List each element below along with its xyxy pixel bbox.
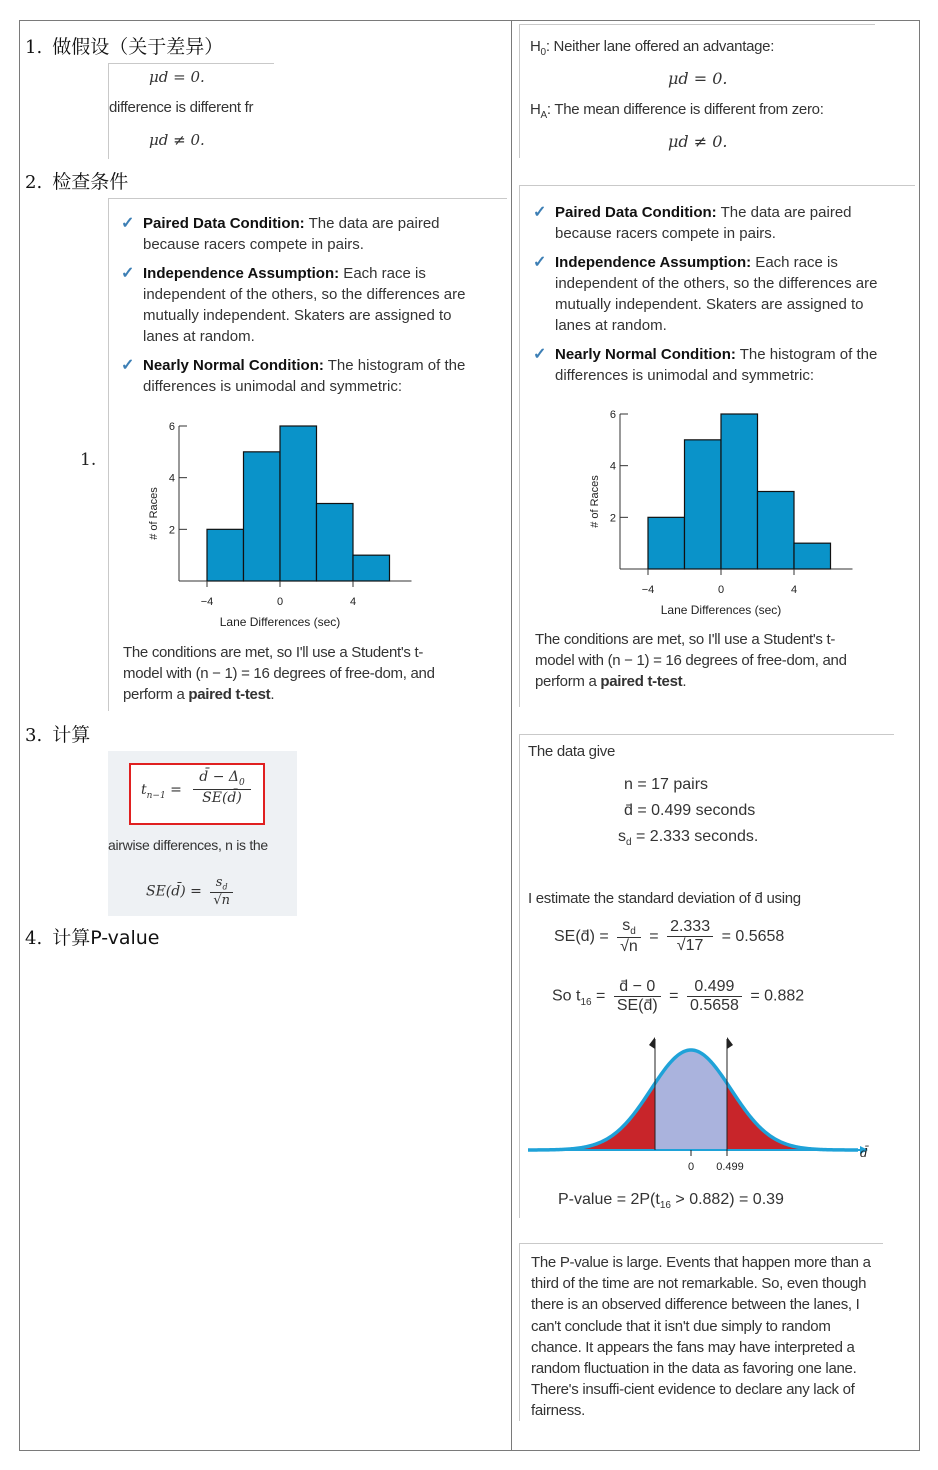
- independence-assumption: ✓ Independence Assumption: Each race is independent of the others, so the differences are mutually independent. Skaters are assigned to lanes at random.: [121, 265, 466, 345]
- t-formula-box: $t_{n-1}$ = d̄ − $\Delta_0$ SE(d̄): [129, 763, 265, 825]
- right-conditions-snippet: [519, 185, 915, 707]
- zero-tick-label: 0: [687, 1161, 695, 1173]
- x-tick-label: 0: [276, 596, 284, 608]
- histogram-bar: [685, 440, 722, 569]
- independence-assumption: ✓ Independence Assumption: Each race is independent of the others, so the differences are mutually independent. Skaters are assigned to lanes at random.: [533, 254, 878, 334]
- column-divider: [511, 20, 512, 1451]
- sub-list-number: 1.: [80, 450, 97, 470]
- x-tick-label: 0: [717, 584, 725, 596]
- histogram-bar: [794, 543, 831, 569]
- right-histogram: [550, 399, 870, 619]
- y-tick-label: 6: [168, 421, 175, 433]
- x-tick-label: 4: [790, 584, 798, 596]
- interpretation-text: The P-value is large. Events that happen more than a third of the time are not remarkable. So, even though there is an observed difference between the lanes, I can't conclude that it isn't due simply to random chance. It appears the fans may have interpreted a random fluctuation in the data as favoring one lane. There's insuffi-cient evidence to declare any lack of fairness.: [531, 1254, 871, 1420]
- check-icon: ✓: [121, 357, 135, 374]
- h0-statement: $H_0$: Neither lane offered an advantage:: [530, 38, 775, 58]
- step-2-heading: 2. 检查条件: [25, 171, 129, 193]
- se-calculation: SE(d̄) = $\frac{s_d}{√n}$ = $\frac{2.333}{√17}$ = 0.5658: [554, 917, 785, 956]
- paired-data-condition: ✓ Paired Data Condition: The data are paired because racers compete in pairs.: [121, 215, 440, 253]
- y-tick-label: 2: [609, 512, 616, 525]
- left-hypothesis-snippet: [108, 63, 274, 159]
- x-tick-label: 4: [349, 596, 357, 608]
- p-value-result: P-value = $2P(t_{16} > 0.882) = 0.39$: [558, 1191, 784, 1212]
- y-tick-label: 4: [168, 472, 175, 485]
- x-tick-label: −4: [641, 584, 655, 596]
- h0-equation: μd = 0.: [668, 69, 728, 88]
- check-icon: ✓: [121, 265, 135, 282]
- y-tick-label: 2: [168, 524, 175, 537]
- formula-snippet: [108, 751, 297, 916]
- step-1-heading: 1. 做假设（关于差异）: [25, 36, 224, 58]
- check-icon: ✓: [533, 204, 547, 221]
- left-h0-equation: μd = 0.: [149, 68, 205, 86]
- formula-description: airwise differences, n is the: [108, 837, 268, 853]
- estimate-text: I estimate the standard deviation of d̄ using: [528, 890, 801, 907]
- x-axis-label: Lane Differences (sec): [219, 615, 341, 629]
- nearly-normal-condition: ✓ Nearly Normal Condition: The histogram of the differences is unimodal and symmetric:: [121, 357, 466, 395]
- interpretation-snippet: [519, 1243, 883, 1421]
- d-bar-value: d̄ = 0.499 seconds: [624, 802, 756, 819]
- conditions-conclusion: The conditions are met, so I'll use a Student's t-model with (n − 1) = 16 degrees of free-dom, and perform a paired t-test.: [123, 644, 435, 703]
- center-area: [655, 1050, 727, 1150]
- histogram-bar: [721, 414, 758, 569]
- ha-equation: μd ≠ 0.: [668, 132, 728, 151]
- left-tail-area: [528, 1083, 655, 1150]
- sd-value: $s_d = 2.333$ seconds.: [618, 828, 759, 849]
- x-axis-label: Lane Differences (sec): [660, 603, 782, 617]
- n-value: n = 17 pairs: [624, 776, 709, 793]
- paired-data-condition: ✓ Paired Data Condition: The data are paired because racers compete in pairs.: [533, 204, 852, 242]
- t-calculation: So $t_{16}$ = $\frac{d̄ - 0}{SE(d̄)}$ = $\frac{0.499}{0.5658}$ = 0.882: [552, 978, 805, 1014]
- check-icon: ✓: [533, 254, 547, 271]
- check-icon: ✓: [121, 215, 135, 232]
- y-tick-label: 6: [609, 409, 616, 421]
- left-arrow-icon: [649, 1037, 655, 1049]
- right-tail-area: [727, 1083, 858, 1150]
- histogram-bar: [280, 426, 317, 581]
- histogram-bar: [648, 517, 685, 569]
- left-ha-equation: μd ≠ 0.: [149, 131, 205, 149]
- data-give-label: The data give: [528, 743, 615, 760]
- left-conditions-snippet: [108, 198, 507, 711]
- observed-tick-label: 0.499: [716, 1161, 744, 1173]
- y-axis-label: # of Races: [589, 475, 601, 528]
- right-hypothesis-snippet: [519, 24, 875, 158]
- histogram-bar: [317, 504, 354, 582]
- step-3-heading: 3. 计算: [25, 724, 91, 746]
- conditions-conclusion: The conditions are met, so I'll use a Student's t-model with (n − 1) = 16 degrees of free-dom, and perform a paired t-test.: [535, 631, 847, 690]
- left-hypothesis-text: difference is different fr: [109, 99, 254, 116]
- ha-statement: $H_A$: The mean difference is different from zero:: [530, 101, 824, 121]
- check-icon: ✓: [533, 346, 547, 363]
- histogram-bar: [244, 452, 281, 581]
- axis-label: d̄: [860, 1146, 868, 1160]
- histogram-bar: [758, 492, 795, 570]
- right-arrow-icon: [727, 1037, 733, 1049]
- left-histogram: [109, 411, 429, 631]
- histogram-bar: [207, 529, 244, 581]
- histogram-bar: [353, 555, 390, 581]
- x-tick-label: −4: [200, 596, 214, 608]
- y-axis-label: # of Races: [148, 487, 160, 540]
- se-formula: SE(d̄) = $\frac{s_d}{√n}$: [146, 875, 237, 908]
- t-distribution-curve: [528, 1033, 873, 1178]
- y-tick-label: 4: [609, 460, 616, 473]
- step-4-heading: 4. 计算P-value: [25, 927, 160, 949]
- nearly-normal-condition: ✓ Nearly Normal Condition: The histogram of the differences is unimodal and symmetric:: [533, 346, 878, 384]
- calculation-snippet: [519, 734, 894, 1218]
